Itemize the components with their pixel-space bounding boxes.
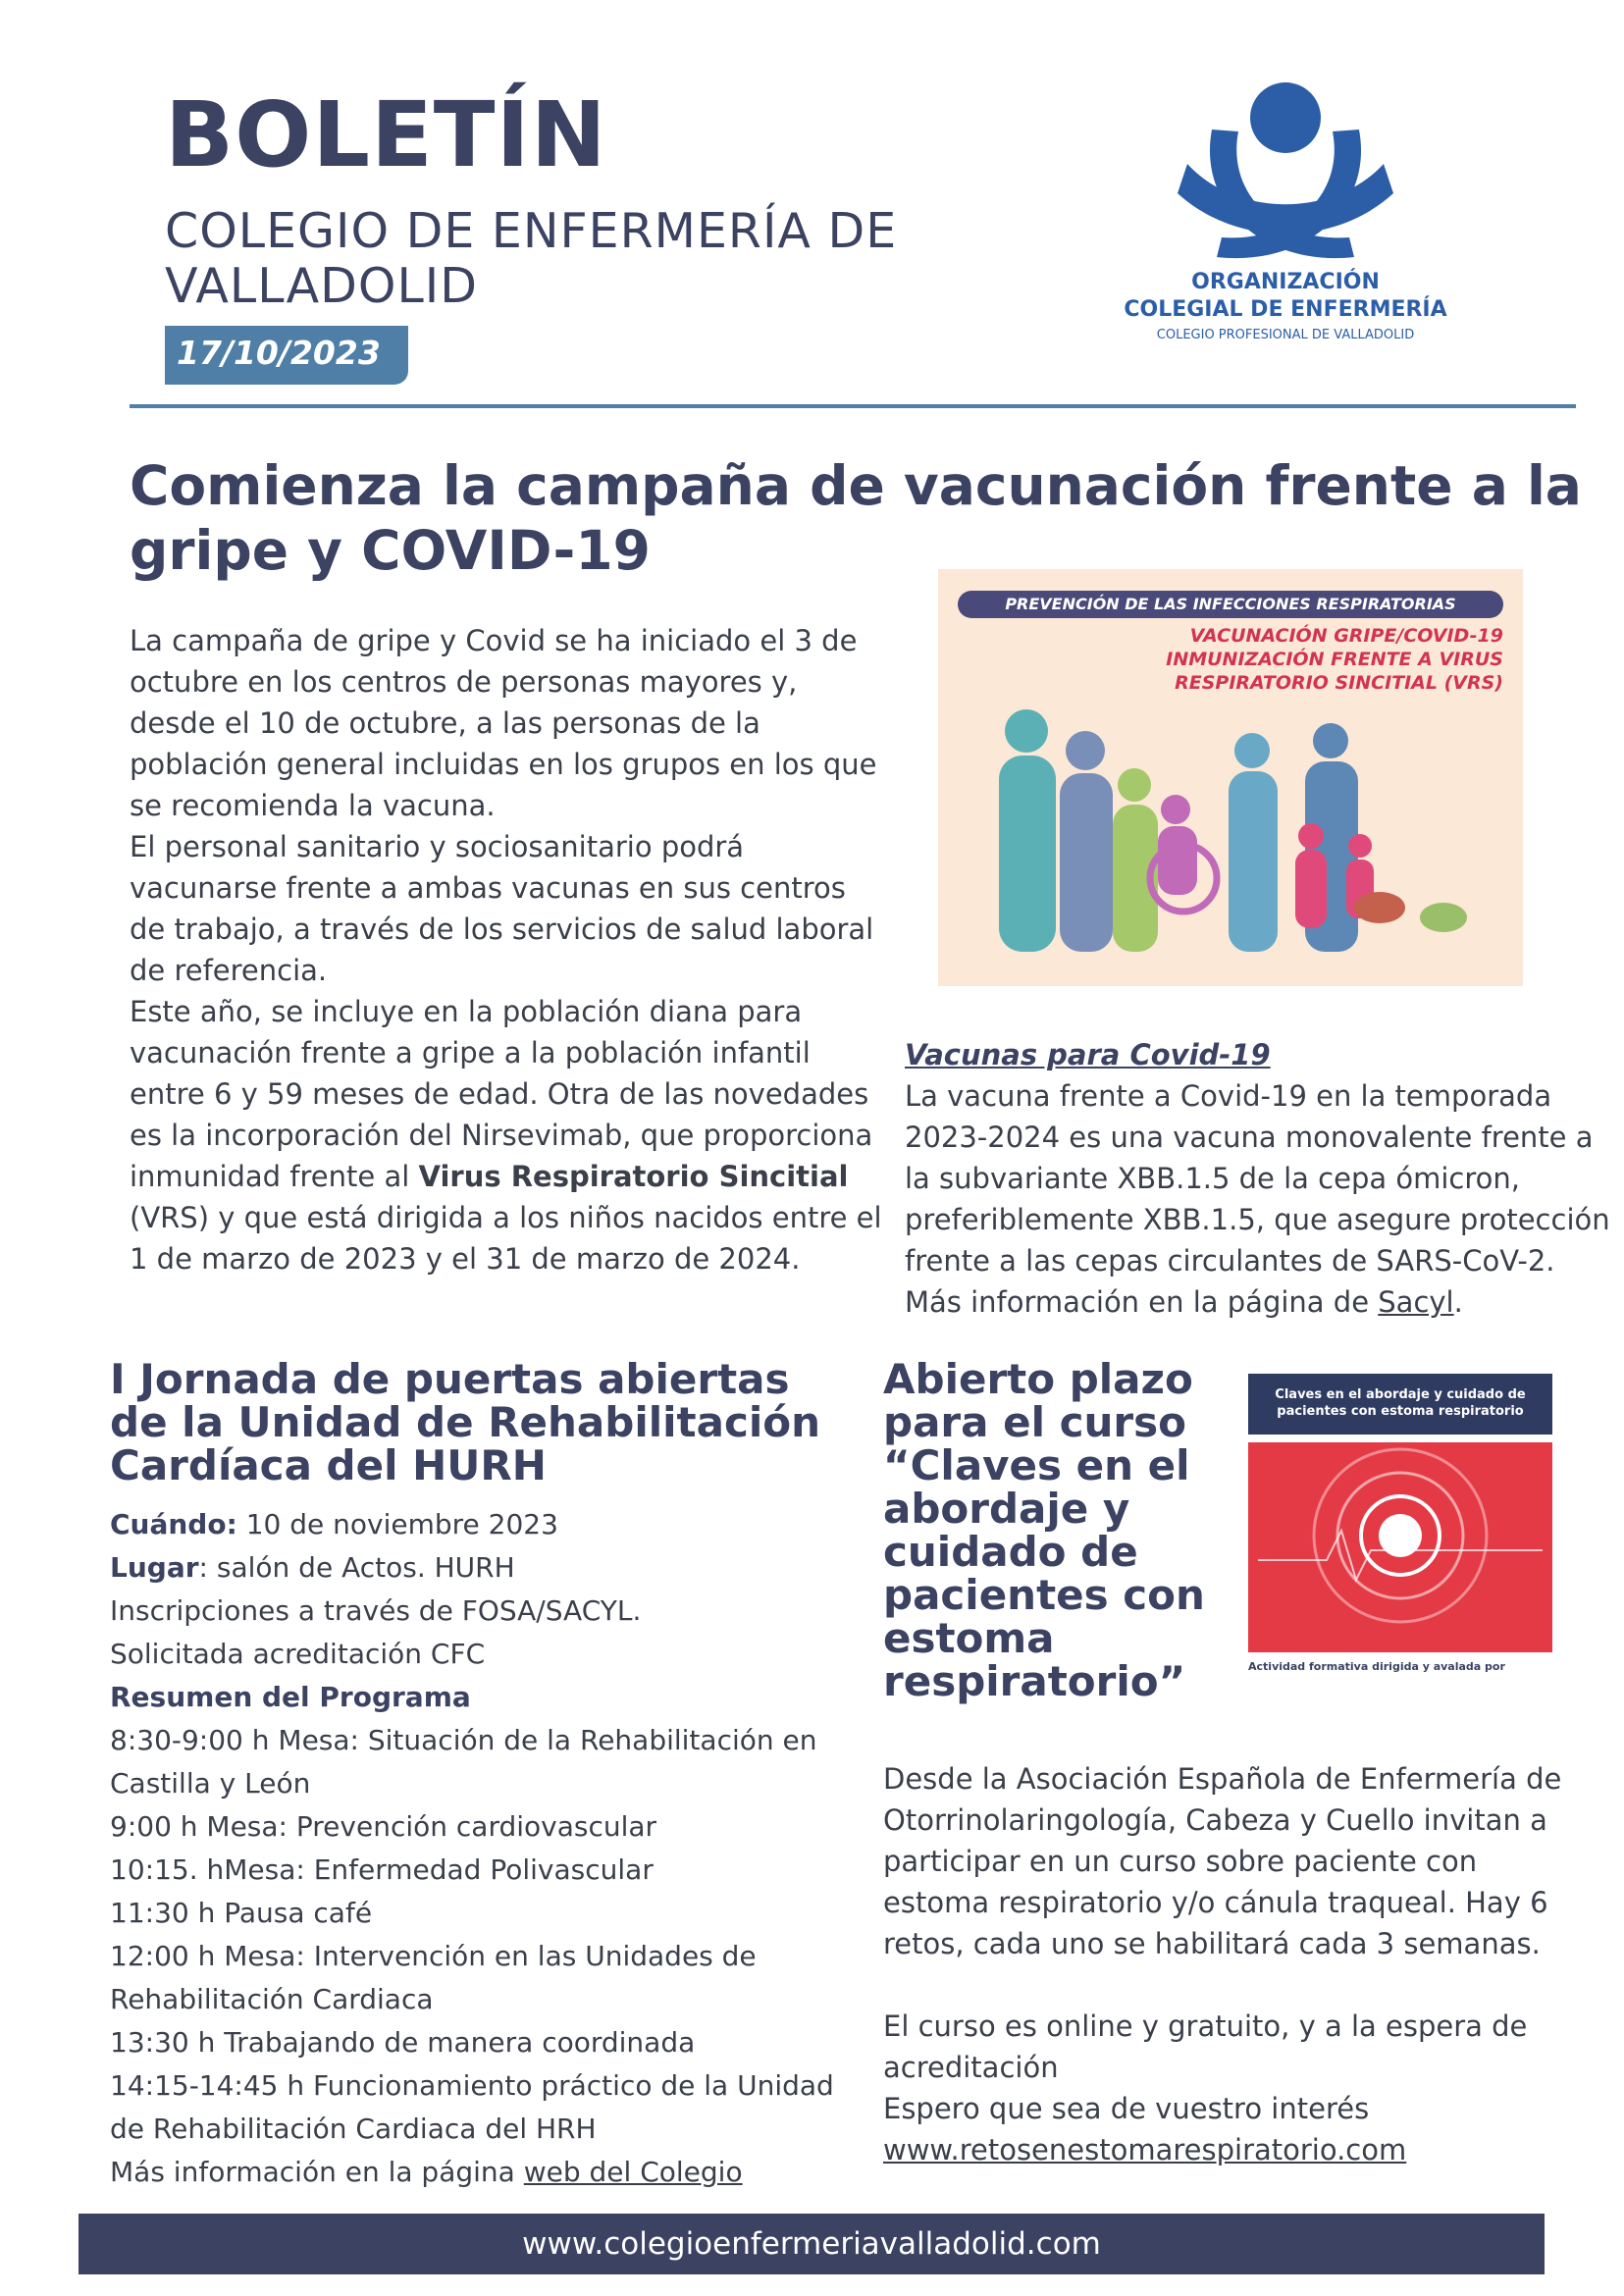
bulletin-subtitle: COLEGIO DE ENFERMERÍA DE VALLADOLID — [165, 203, 898, 314]
program-item: 13:30 h Trabajando de manera coordinada — [110, 2026, 696, 2059]
footer-url[interactable]: www.colegioenfermeriavalladolid.com — [522, 2226, 1101, 2262]
article-lead — [130, 620, 885, 1279]
jornada-title: I Jornada de puertas abiertas de la Unidad de Rehabilitación Cardíaca del HURH — [110, 1355, 820, 1489]
course-paragraph: Desde la Asociación Española de Enfermería de Otorrinolaringología, Cabeza y Cuello invitan a participar en un curso sobre paciente con estoma respiratorio y/o cánula traqueal. Hay 6 retos, cada uno se habilitará cada 3 semanas. — [883, 1762, 1562, 1960]
covid-text: La vacuna frente a Covid-19 en la temporada 2023-2024 es una vacuna monovalente frente a la subvariante XBB.1.5 de la cepa ómicron, preferiblemente XBB.1.5, que asegure protección frente a las cepas circulantes de SARS-CoV-2. — [905, 1079, 1610, 1278]
jornada-more-info — [110, 2151, 856, 2194]
where-label: Lugar — [110, 1551, 199, 1584]
program-item: 8:30-9:00 h Mesa: Situación de la Rehabilitación en Castilla y León — [110, 1724, 817, 1800]
program-heading — [110, 1676, 856, 1719]
course-description — [883, 1758, 1590, 2170]
program-item: 10:15. hMesa: Enfermedad Polivascular — [110, 1853, 654, 1886]
text-run: Más información en la página de — [905, 1285, 1379, 1319]
course-poster — [1238, 1374, 1562, 1697]
course-poster-heading: Claves en el abordaje y cuidado de pacientes con estoma respiratorio — [1248, 1374, 1552, 1435]
organization-name — [1089, 269, 1482, 324]
organization-subtitle: COLEGIO PROFESIONAL DE VALLADOLID — [1156, 328, 1415, 342]
course-paragraph: El curso es online y gratuito, y a la espera de acreditación — [883, 2009, 1528, 2084]
header-divider — [130, 404, 1576, 408]
jornada-where — [110, 1546, 856, 1590]
bulletin-date: 17/10/2023 — [177, 334, 381, 372]
organization-name-line1: ORGANIZACIÓN — [1191, 270, 1380, 294]
program-item: 11:30 h Pausa café — [110, 1897, 373, 1929]
vaccination-poster — [938, 569, 1523, 986]
poster-title: VACUNACIÓN GRIPE/COVID-19 INMUNIZACIÓN FRENTE A VIRUS RESPIRATORIO SINCITIAL (VRS) — [1166, 625, 1503, 694]
sacyl-link[interactable]: Sacyl — [1378, 1285, 1454, 1319]
covid-section — [905, 1034, 1611, 1323]
course-title: Abierto plazo para el curso “Claves en el abordaje y cuidado de pacientes con estoma respiratorio” — [883, 1355, 1205, 1705]
covid-heading: Vacunas para Covid-19 — [905, 1038, 1271, 1071]
course-closing: Espero que sea de vuestro interés — [883, 2092, 1370, 2125]
text-run: (VRS) y que está dirigida a los niños nacidos entre el 1 de marzo de 2023 y el 31 de marzo de 2024. — [130, 1201, 882, 1276]
program-heading-text: Resumen del Programa — [110, 1681, 471, 1713]
program-item: 14:15-14:45 h Funcionamiento práctico de la Unidad de Rehabilitación Cardiaca del HRH — [110, 2069, 834, 2145]
course-website-link[interactable]: www.retosenestomarespiratorio.com — [883, 2133, 1407, 2166]
covid-more-info — [905, 1281, 1611, 1323]
article-paragraph: El personal sanitario y sociosanitario podrá vacunarse frente a ambas vacunas en sus centros de trabajo, a través de los servicios de salud laboral de referencia. — [130, 830, 874, 987]
poster-band: PREVENCIÓN DE LAS INFECCIONES RESPIRATORIAS — [958, 591, 1503, 618]
course-poster-footer: Actividad formativa dirigida y avalada por — [1248, 1660, 1505, 1673]
people-silhouettes-illustration — [938, 569, 1523, 986]
program-item: 12:00 h Mesa: Intervención en las Unidades de Rehabilitación Cardiaca — [110, 1940, 757, 2015]
article-paragraph — [130, 991, 885, 1279]
text-run: Más información en la página — [110, 2156, 524, 2188]
where-value: : salón de Actos. HURH — [198, 1551, 515, 1584]
program-item: 9:00 h Mesa: Prevención cardiovascular — [110, 1810, 657, 1843]
article-headline: Comienza la campaña de vacunación frente a la gripe y COVID-19 — [130, 454, 1582, 582]
text-run: . — [1453, 1285, 1463, 1319]
article-paragraph: La campaña de gripe y Covid se ha iniciado el 3 de octubre en los centros de personas mayores y, desde el 10 de octubre, a las personas de la población general incluidas en los grupos en los que se recomienda la vacuna. — [130, 624, 877, 822]
text-run: Este año, se incluye en la población diana para vacunación frente a gripe a la población infantil entre 6 y 59 meses de edad. Otra de las novedades es la incorporación del Nirsevimab, que proporciona inmunidad frente al — [130, 995, 873, 1193]
organization-name-line2: COLEGIAL DE ENFERMERÍA — [1124, 297, 1447, 322]
colegio-web-link[interactable]: web del Colegio — [523, 2156, 743, 2188]
bulletin-title: BOLETÍN — [165, 82, 607, 187]
course-poster-image — [1248, 1442, 1552, 1652]
target-rings-icon — [1248, 1442, 1552, 1652]
highlight-text: Virus Respiratorio Sincitial — [418, 1160, 849, 1193]
jornada-when — [110, 1503, 856, 1546]
jornada-details — [110, 1503, 856, 2194]
jornada-accreditation: Solicitada acreditación CFC — [110, 1638, 486, 1670]
when-label: Cuándo: — [110, 1508, 237, 1540]
jornada-registration: Inscripciones a través de FOSA/SACYL. — [110, 1594, 642, 1627]
when-value: 10 de noviembre 2023 — [236, 1508, 558, 1540]
